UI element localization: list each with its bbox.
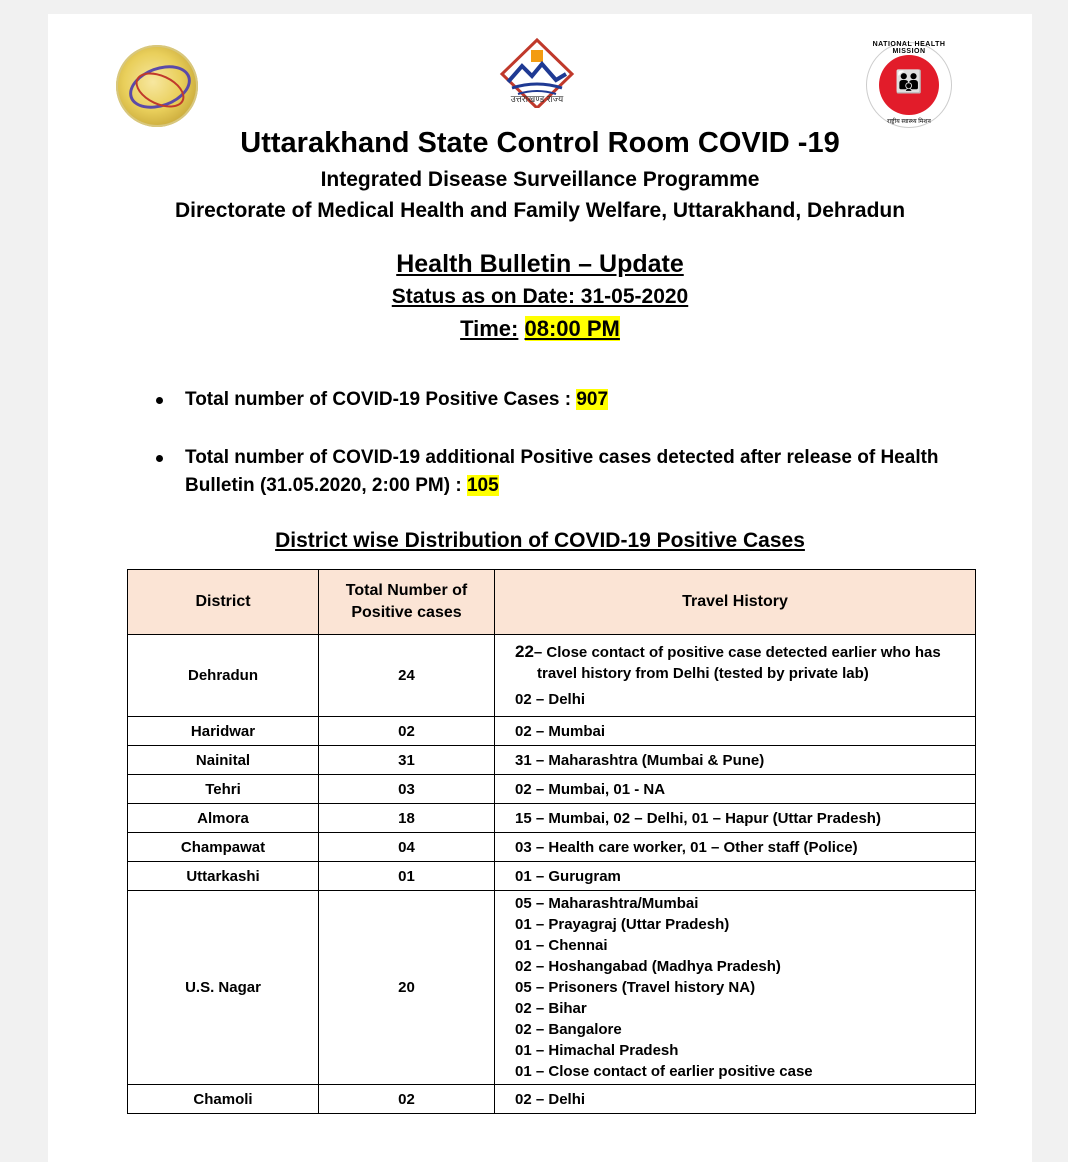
travel-line: 02 – Hoshangabad (Madhya Pradesh) [515, 958, 781, 975]
bullet-dot-icon [156, 455, 163, 462]
bulletin-heading [48, 250, 1032, 279]
table-row [128, 833, 976, 862]
table-title [48, 529, 1032, 553]
bulletin-time [48, 316, 1032, 342]
travel-cell: 03 – Health care worker, 01 – Other staff (Police) [495, 833, 976, 862]
travel-cell: 15 – Mumbai, 02 – Delhi, 01 – Hapur (Uttar Pradesh) [495, 804, 976, 833]
header-district: District [128, 570, 319, 635]
travel-line: 01 – Prayagraj (Uttar Pradesh) [515, 916, 730, 933]
travel-line: travel history from Delhi (tested by private lab) [537, 665, 869, 682]
nhm-logo-hindi-text: राष्ट्रीय स्वास्थ्य मिशन [887, 119, 931, 125]
travel-line: 01 – Himachal Pradesh [515, 1042, 679, 1059]
total-cell: 01 [319, 862, 495, 891]
travel-line: 02 – Bihar [515, 1000, 587, 1017]
travel-line: 02 – Delhi [515, 691, 586, 708]
header-total-text: Total Number of Positive cases [345, 582, 468, 621]
idsp-logo [116, 45, 198, 127]
total-cell: 24 [319, 635, 495, 717]
district-cell: Tehri [128, 775, 319, 804]
additional-cases-value: 105 [466, 475, 499, 496]
document-title: Uttarakhand State Control Room COVID -19 [240, 127, 840, 159]
total-cell: 02 [319, 1085, 495, 1114]
district-cell: Uttarkashi [128, 862, 319, 891]
total-cell: 20 [319, 891, 495, 1085]
travel-cell [495, 891, 976, 1085]
total-cell: 02 [319, 717, 495, 746]
travel-cell: 02 – Mumbai [495, 717, 976, 746]
district-cell: Champawat [128, 833, 319, 862]
district-cell: Nainital [128, 746, 319, 775]
travel-line: 05 – Prisoners (Travel history NA) [515, 979, 756, 996]
time-label: Time: [460, 316, 519, 341]
travel-line: 01 – Chennai [515, 937, 608, 954]
family-icon: 👪 [895, 69, 923, 94]
programme-subtitle: Integrated Disease Surveillance Programme [320, 168, 760, 191]
header-travel: Travel History [495, 570, 976, 635]
document-page [48, 14, 1032, 1162]
travel-cell: 31 – Maharashtra (Mumbai & Pune) [495, 746, 976, 775]
district-cell: U.S. Nagar [128, 891, 319, 1085]
travel-text: – Close contact of positive case detected earlier who has [533, 644, 941, 661]
total-cases-value: 907 [576, 389, 609, 410]
status-date [48, 285, 1032, 309]
travel-cell: 02 – Mumbai, 01 - NA [495, 775, 976, 804]
table-header-row [128, 570, 976, 635]
table-row [128, 1085, 976, 1114]
district-cell: Chamoli [128, 1085, 319, 1114]
table-title-text: District wise Distribution of COVID-19 Positive Cases [275, 529, 805, 552]
bulletin-heading-text: Health Bulletin – Update [396, 250, 684, 278]
total-cell: 18 [319, 804, 495, 833]
bullet-dot-icon [156, 397, 163, 404]
travel-count: 22 [515, 642, 534, 661]
nhm-logo [866, 42, 952, 128]
table-row [128, 717, 976, 746]
total-cases-text [185, 386, 995, 414]
district-cell: Almora [128, 804, 319, 833]
header-total [319, 570, 495, 635]
travel-cell [495, 635, 976, 717]
travel-line [515, 641, 974, 663]
table-row [128, 775, 976, 804]
additional-cases-text [185, 444, 995, 500]
total-cell: 04 [319, 833, 495, 862]
nhm-logo-ring-text: NATIONAL HEALTH MISSION [872, 41, 946, 55]
state-emblem-caption: उत्तराखण्ड राज्य [510, 94, 564, 104]
travel-line: 05 – Maharashtra/Mumbai [515, 895, 699, 912]
travel-line: 01 – Close contact of earlier positive case [515, 1063, 813, 1080]
total-cell: 03 [319, 775, 495, 804]
district-table [127, 569, 976, 1114]
table-row [128, 746, 976, 775]
additional-cases-label: Total number of COVID-19 additional Positive cases detected after release of Health Bulletin (31.05.2020, 2:00 PM) : [185, 447, 939, 496]
total-cell: 31 [319, 746, 495, 775]
table-row [128, 862, 976, 891]
status-date-text: Status as on Date: 31-05-2020 [391, 285, 689, 308]
district-cell: Dehradun [128, 635, 319, 717]
table-row [128, 635, 976, 717]
time-value: 08:00 PM [524, 316, 620, 341]
travel-cell: 01 – Gurugram [495, 862, 976, 891]
total-cases-label: Total number of COVID-19 Positive Cases : [185, 389, 572, 410]
district-cell: Haridwar [128, 717, 319, 746]
directorate-subtitle: Directorate of Medical Health and Family Welfare, Uttarakhand, Dehradun [174, 199, 906, 222]
travel-line: 02 – Bangalore [515, 1021, 622, 1038]
table-row [128, 891, 976, 1085]
travel-cell: 02 – Delhi [495, 1085, 976, 1114]
table-row [128, 804, 976, 833]
